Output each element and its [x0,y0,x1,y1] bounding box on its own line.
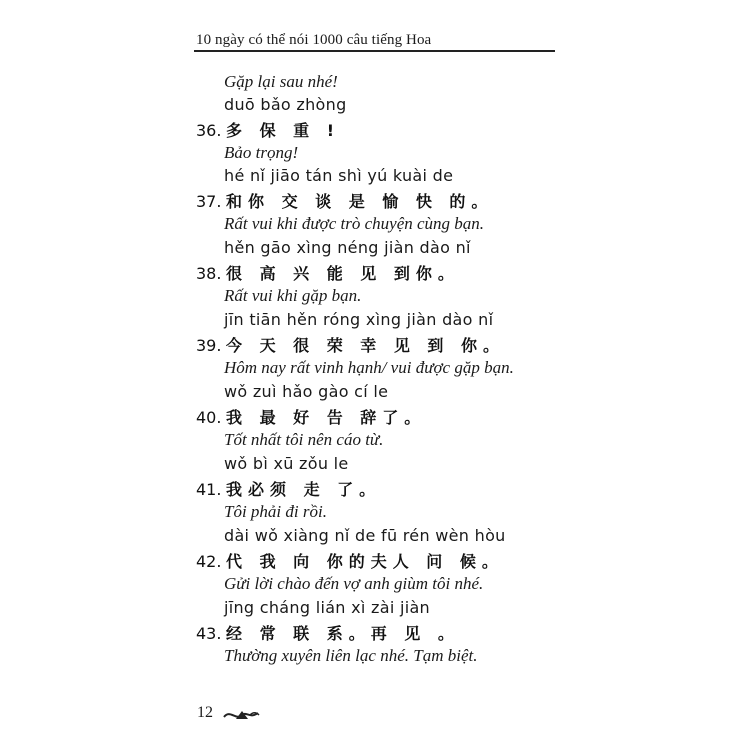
entry-number: 40. [196,408,222,427]
footer-ornament-icon [222,703,262,725]
entry-hanzi-line [196,333,505,356]
entry-hanzi: 今 天 很 荣 幸 见 到 你。 [226,336,505,355]
entry-hanzi-line [196,477,381,500]
entry-hanzi: 我 最 好 告 辞了。 [226,408,427,427]
entry-hanzi: 我必须 走 了。 [226,480,382,499]
entry-hanzi-line [196,189,493,212]
entry-number: 37. [196,192,222,211]
entry-translation: Gửi lời chào đến vợ anh giùm tôi nhé. [224,574,484,593]
entry-number: 38. [196,264,222,283]
entry-hanzi-line [196,405,426,428]
entry-pinyin: jīng cháng lián xì zài jiàn [224,598,430,617]
entry-number: 36. [196,121,222,140]
entry-translation: Bảo trọng! [224,143,299,162]
entry-pinyin: hé nǐ jiāo tán shì yú kuài de [224,166,454,185]
entry-hanzi: 代 我 向 你的夫人 问 候。 [226,552,504,571]
entry-translation: Rất vui khi được trò chuyện cùng bạn. [224,214,485,233]
entry-hanzi-line [196,118,340,141]
entry-hanzi: 经 常 联 系。再 见 。 [226,624,460,643]
entry-number: 39. [196,336,222,355]
entry-translation: Hôm nay rất vinh hạnh/ vui được gặp bạn. [224,358,514,377]
entry-hanzi: 很 高 兴 能 见 到你。 [226,264,460,283]
entry-pinyin: wǒ bì xū zǒu le [224,454,349,473]
entry-hanzi-line [196,261,460,284]
entry-translation: Rất vui khi gặp bạn. [224,286,362,305]
entry-pinyin: wǒ zuì hǎo gào cí le [224,382,389,401]
entry-hanzi: 和你 交 谈 是 愉 快 的。 [226,192,494,211]
entry-pinyin: dài wǒ xiàng nǐ de fū rén wèn hòu [224,526,506,545]
entry-pinyin: hěn gāo xìng néng jiàn dào nǐ [224,238,471,257]
header-rule [194,50,555,52]
entry-number: 42. [196,552,222,571]
entry-translation: Tôi phải đi rồi. [224,502,327,521]
page-number: 12 [197,704,213,721]
entry-translation: Thường xuyên liên lạc nhé. Tạm biệt. [224,646,478,665]
entry-hanzi: 多 保 重 ! [226,121,341,140]
entry-translation: Tốt nhất tôi nên cáo từ. [224,430,384,449]
running-header: 10 ngày có thể nói 1000 câu tiếng Hoa [196,32,432,48]
entry-pinyin: jīn tiān hěn róng xìng jiàn dào nǐ [224,310,494,329]
entry-hanzi-line [196,621,460,644]
intro-translation: Gặp lại sau nhé! [224,72,338,91]
entry-number: 41. [196,480,222,499]
entry-number: 43. [196,624,222,643]
entry-hanzi-line [196,549,504,572]
entry-pinyin: duō bǎo zhòng [224,95,347,114]
